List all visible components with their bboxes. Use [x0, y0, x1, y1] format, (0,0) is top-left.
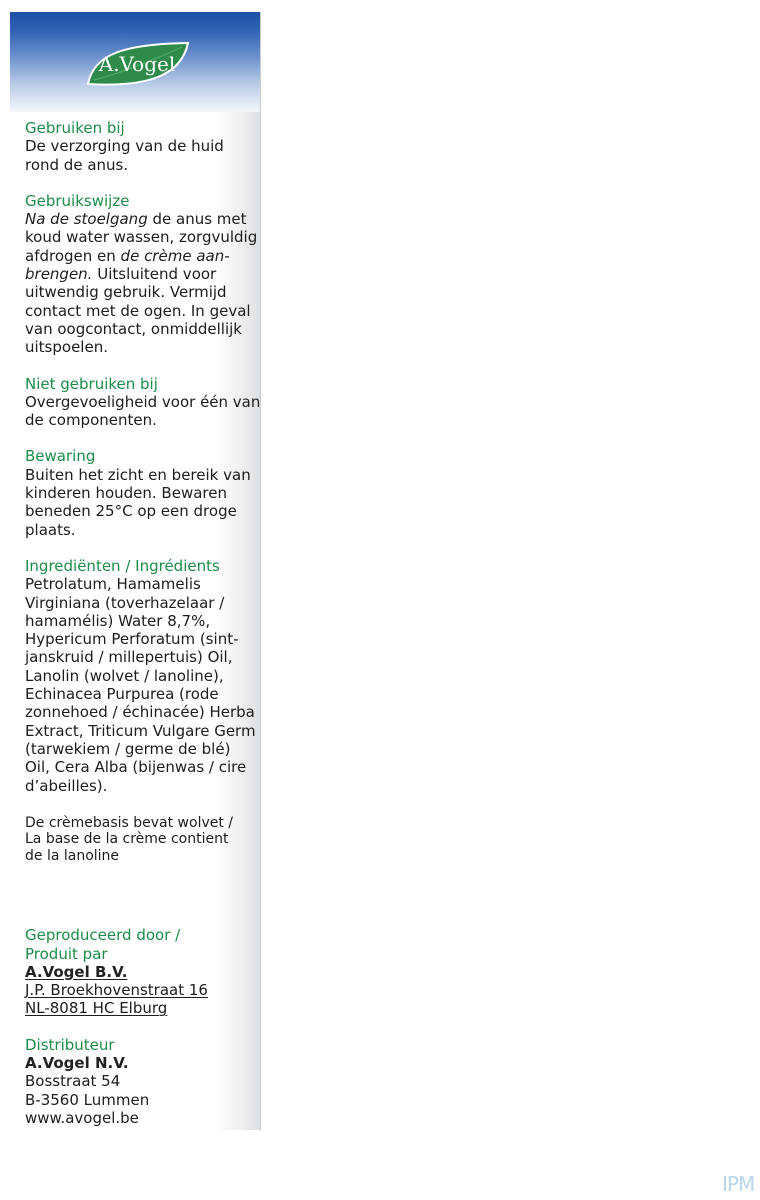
text-line: van oogcontact, onmiddellijk: [25, 319, 242, 338]
text-line: de la lanoline: [25, 847, 120, 864]
section-distributeur: [25, 1036, 247, 1127]
heading-gebruiken-bij: Gebruiken bij: [25, 119, 125, 137]
text-line: contact met de ogen. In geval: [25, 301, 251, 320]
text-line: beneden 25°C op een droge: [25, 502, 237, 521]
heading-bewaring: Bewaring: [25, 447, 96, 466]
address-line: B-3560 Lummen: [25, 1090, 150, 1109]
text-line: (tarwekiem / germe de blé): [25, 739, 231, 758]
address-line: NL-8081 HC Elburg: [25, 999, 168, 1018]
product-label-panel: [10, 12, 261, 1130]
text-line: uitwendig gebruik. Vermijd: [25, 283, 227, 302]
text-line: Oil, Cera Alba (bijenwas / cire: [25, 758, 247, 777]
heading-distributeur: Distributeur: [25, 1035, 115, 1054]
italic-text: brengen.: [25, 265, 93, 284]
section-gebruiken-bij: [25, 119, 247, 174]
italic-text: de crème aan-: [120, 246, 230, 265]
website-text: www.avogel.be: [25, 1108, 139, 1127]
avogel-logo: [84, 40, 190, 90]
text-line: De verzorging van de huid: [25, 137, 224, 156]
label-content: [25, 119, 261, 1127]
text-line: plaats.: [25, 520, 76, 539]
text-line: kinderen houden. Bewaren: [25, 484, 227, 503]
text-line: Extract, Triticum Vulgare Germ: [25, 721, 256, 740]
text-line: Hypericum Perforatum (sint-: [25, 630, 239, 649]
address-line: J.P. Broekhovenstraat 16: [25, 981, 208, 1000]
text-line: Echinacea Purpurea (rode: [25, 685, 219, 704]
text-line: Lanolin (wolvet / lanoline),: [25, 666, 224, 685]
text-line: janskruid / millepertuis) Oil,: [25, 648, 233, 667]
text-line: uitspoelen.: [25, 338, 108, 357]
section-cremebasis: [25, 815, 247, 865]
company-name: A.Vogel N.V.: [25, 1054, 129, 1073]
text-span: de anus met: [147, 210, 247, 229]
text-line: Petrolatum, Hamamelis: [25, 575, 201, 594]
text-line: [25, 265, 247, 283]
text-line: zonnehoed / échinacée) Herba: [25, 703, 255, 722]
section-ingredienten: [25, 556, 256, 795]
section-niet-gebruiken: [25, 374, 261, 430]
text-span: Uitsluitend voor: [92, 265, 217, 284]
heading-geproduceerd: Geproduceerd door /: [25, 926, 181, 945]
section-geproduceerd: [25, 926, 247, 1017]
text-line: [25, 210, 247, 228]
address-line: Bosstraat 54: [25, 1072, 121, 1091]
text-line: rond de anus.: [25, 155, 129, 174]
heading-ingredienten: Ingrediënten / Ingrédients: [25, 556, 220, 575]
logo-text: A.Vogel: [98, 52, 176, 76]
section-gebruikswijze: [25, 191, 258, 357]
text-line: d’abeilles).: [25, 776, 108, 795]
text-line: [25, 247, 247, 265]
label-header: [10, 12, 260, 112]
text-line: de componenten.: [25, 411, 157, 430]
heading-gebruikswijze: Gebruikswijze: [25, 191, 130, 210]
text-line: De crèmebasis bevat wolvet /: [25, 814, 234, 831]
heading-geproduceerd: Produit par: [25, 944, 108, 963]
italic-text: Na de stoelgang: [25, 210, 148, 229]
text-line: Virginiana (toverhazelaar /: [25, 593, 225, 612]
text-line: Buiten het zicht en bereik van: [25, 465, 251, 484]
heading-niet-gebruiken: Niet gebruiken bij: [25, 374, 158, 393]
section-bewaring: [25, 447, 251, 539]
text-line: koud water wassen, zorgvuldig: [25, 228, 258, 247]
text-line: hamamélis) Water 8,7%,: [25, 611, 211, 630]
ipm-watermark: IPM: [722, 1172, 755, 1196]
text-line: La base de la crème contient: [25, 831, 229, 848]
text-line: Overgevoeligheid voor één van: [25, 392, 261, 411]
text-span: afdrogen en: [25, 246, 121, 265]
company-name: A.Vogel B.V.: [25, 962, 128, 981]
